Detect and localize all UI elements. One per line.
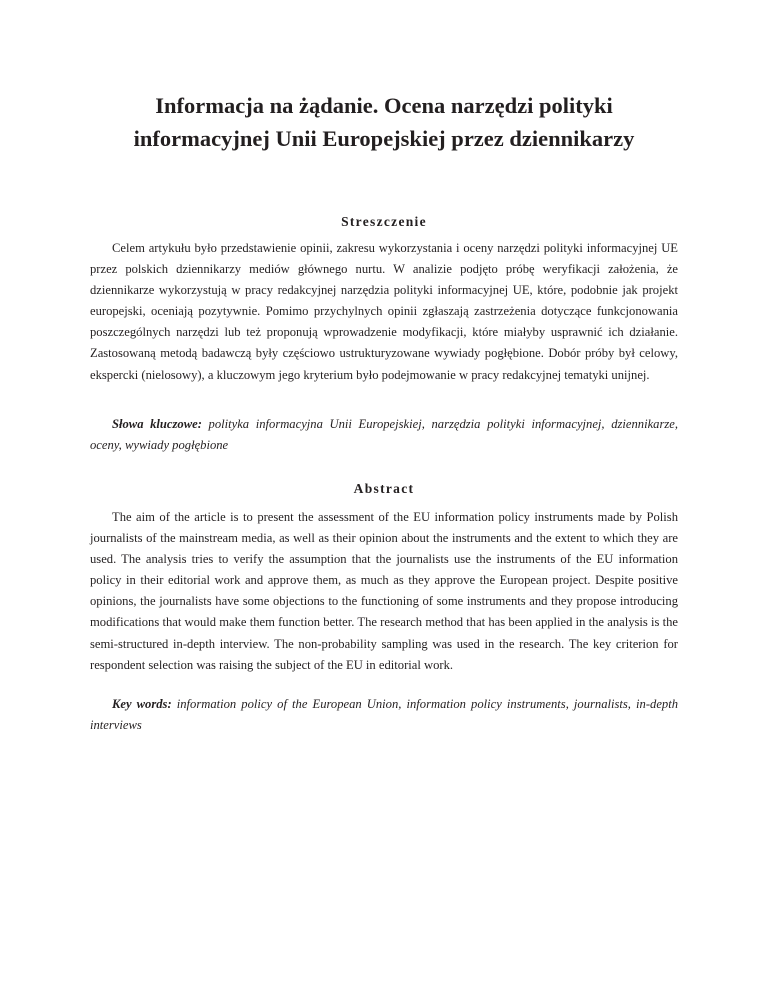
- keywords-en-label: Key words:: [112, 697, 172, 711]
- keywords-en: [90, 694, 678, 736]
- keywords-en-list: information policy of the European Union, information policy instruments, journalists, in-depth interviews: [90, 697, 679, 733]
- article-title: [60, 89, 708, 155]
- abstract-paragraph: The aim of the article is to present the assessment of the EU information policy instruments made by Polish journalists of the mainstream media, as well as their opinion about the instruments and the extent to which they are used. The analysis tries to verify the assumption that the journalists use the instruments of the EU information policy in their editorial work and approve them, as much as they approve the European project. Despite positive opinions, the journalists have some objections to the functioning of some instruments and they propose introducing modifications that would make them function better. The research method that has been applied in the analysis is the semi-structured in-depth interview. The non-probability sampling was used in the research. The key criterion for respondent selection was raising the subject of the EU in editorial work.: [90, 510, 678, 672]
- abstract-heading: Abstract: [353, 481, 415, 496]
- streszczenie-heading: Streszczenie: [341, 214, 427, 229]
- article-title-line-2: informacyjnej Unii Europejskiej przez dziennikarzy: [133, 126, 635, 151]
- keywords-pl-list: polityka informacyjna Unii Europejskiej, narzędzia polityki informacyjnej, dziennikarze, oceny, wywiady pogłębione: [90, 417, 678, 453]
- keywords-pl: [90, 414, 678, 456]
- streszczenie-paragraph: Celem artykułu było przedstawienie opinii, zakresu wykorzystania i oceny narzędzi polityki informacyjnej UE przez polskich dziennikarzy mediów głównego nurtu. W analizie podjęto próbę weryfikacji założenia, że dziennikarze wykorzystują w pracy redakcyjnej narzędzia polityki informacyjnej UE, które, podobnie jak projekt europejski, oceniają pozytywnie. Pomimo przychylnych opinii zgłaszają zastrzeżenia dotyczące funkcjonowania poszczególnych narzędzi lub też proponują wprowadzenie modyfikacji, które miałyby usprawnić ich działanie. Zastosowaną metodą badawczą były częściowo ustrukturyzowane wywiady pogłębione. Dobór próby był celowy, ekspercki (nielosowy), a kluczowym jego kryterium było podejmowanie w pracy redakcyjnej tematyki unijnej.: [90, 241, 678, 382]
- article-title-line-1: Informacja na żądanie. Ocena narzędzi polityki: [155, 93, 613, 118]
- keywords-pl-label: Słowa kluczowe:: [112, 417, 202, 431]
